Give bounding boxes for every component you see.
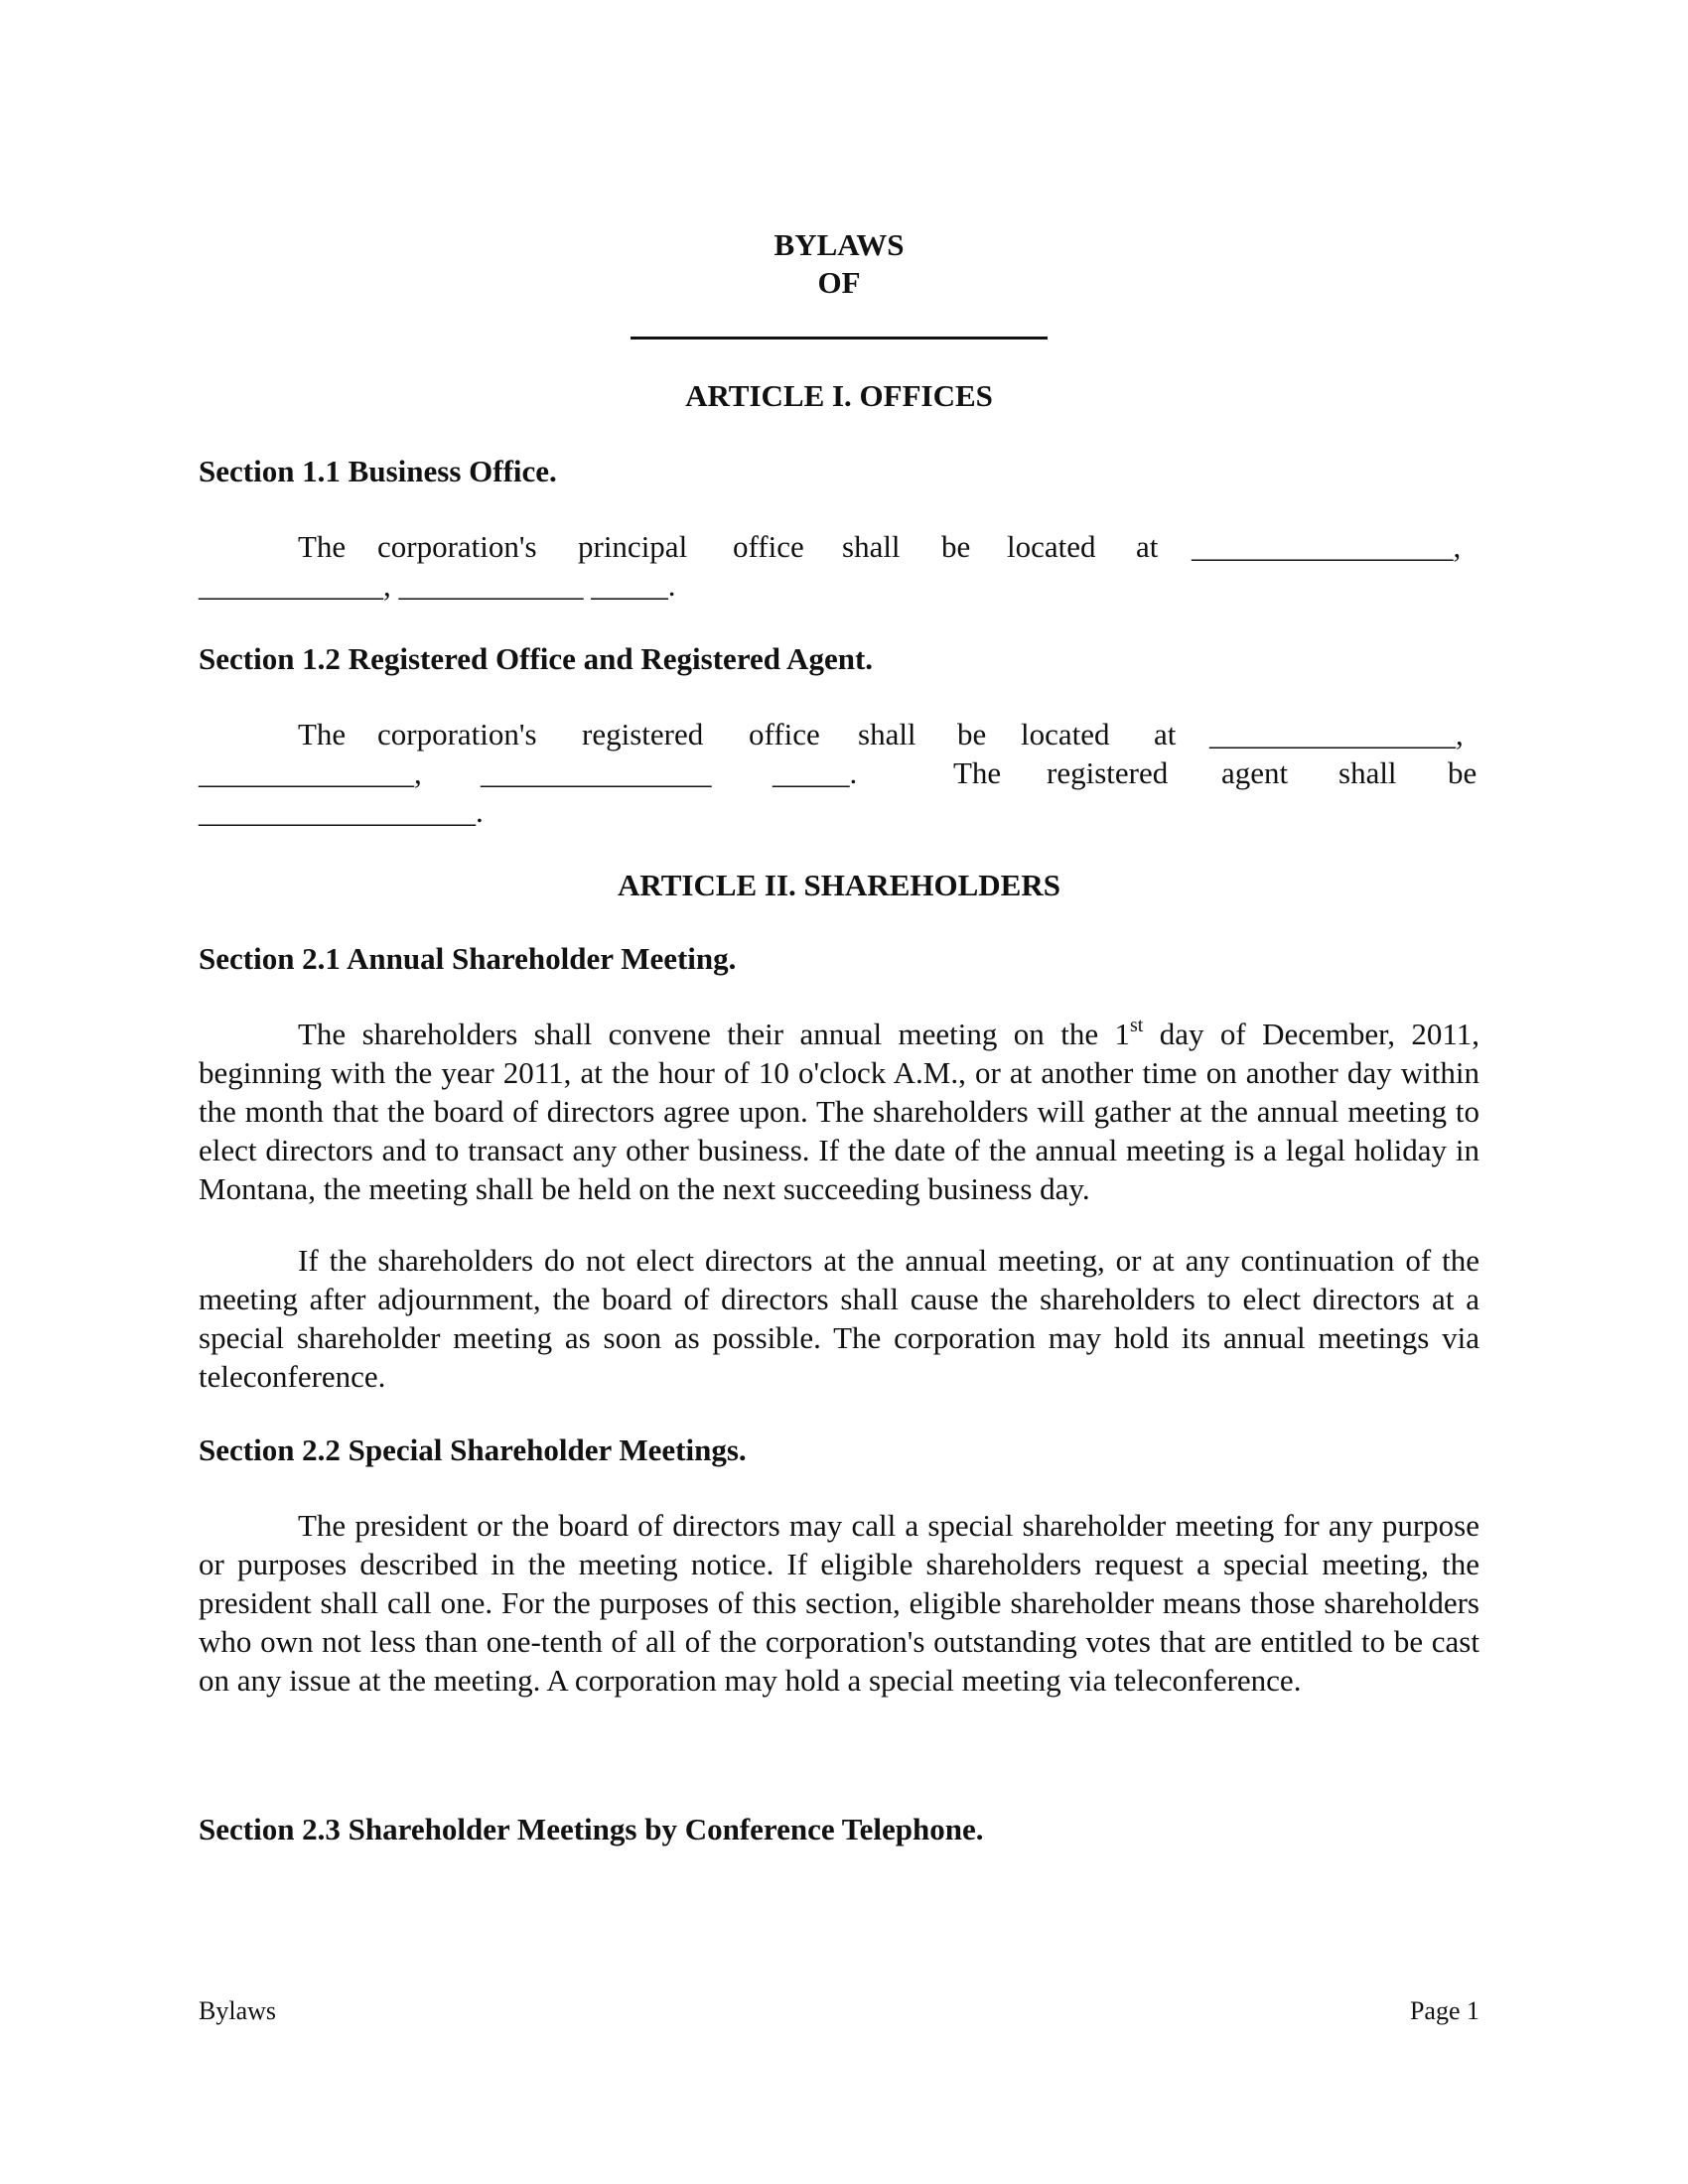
word: shall (1338, 755, 1397, 790)
document-title (199, 226, 1479, 302)
address-blank: _____. (773, 755, 858, 790)
word: be (957, 717, 987, 751)
word: located (1007, 529, 1096, 564)
document-body (199, 226, 1479, 1848)
footer-page-number: Page 1 (1409, 1996, 1479, 2025)
article-1-heading: ARTICLE I. OFFICES (685, 378, 993, 413)
footer-document-name: Bylaws (199, 1996, 276, 2025)
word: be (1448, 755, 1477, 790)
section-2-1-paragraph-1 (199, 1015, 1479, 1208)
word: agent (1221, 755, 1289, 790)
paragraph-text: The shareholders shall convene their annual meeting on the 1 (298, 1017, 1130, 1051)
word: registered (1047, 755, 1169, 790)
section-2-3-heading: Section 2.3 Shareholder Meetings by Conference Telephone. (199, 1812, 984, 1846)
section-2-2-paragraph-1: The president or the board of directors may call a special shareholder meeting for any purpose or purposes described in the meeting notice. If eligible shareholders request a special meeting, the president shall call one. For the purposes of this section, eligible shareholder means those shareholders who own not less than one-tenth of all of the corporation's outstanding votes that are entitled to be cast on any issue at the meeting. A corporation may hold a special meeting via teleconference. (199, 1508, 1479, 1698)
word: registered (582, 717, 704, 751)
word: be (941, 529, 971, 564)
address-blank: ____________, ____________ _____. (199, 568, 676, 603)
paragraph-text: day of December, 2011, beginning with the year 2011, at the hour of 10 o'clock A.M., or at another time on another day within the month that the board of directors agree upon. The shareholders will gather at the annual meeting to elect directors and to transact any other business. If the date of the annual meeting is a legal holiday in Montana, the meeting shall be held on the next succeeding business day. (199, 1017, 1479, 1206)
section-2-1-paragraph-2: If the shareholders do not elect directors at the annual meeting, or at any continuation of the meeting after adjournment, the board of directors shall cause the shareholders to elect directors at a special shareholder meeting as soon as possible. The corporation may hold its annual meetings via teleconference. (199, 1243, 1479, 1394)
section-2-2-heading: Section 2.2 Special Shareholder Meetings. (199, 1433, 747, 1467)
word: located (1021, 717, 1110, 751)
word: at (1136, 529, 1159, 564)
section-1-2-line-3 (199, 792, 1479, 831)
word: The (298, 717, 347, 751)
section-1-1-line-2 (199, 566, 1479, 605)
word: corporation's (377, 717, 537, 751)
company-name-blank (631, 337, 1048, 340)
agent-blank: __________________. (199, 794, 484, 829)
title-line-2: OF (817, 265, 861, 300)
word: shall (858, 717, 916, 751)
address-blank: _______________ (481, 755, 712, 790)
word: The (298, 529, 347, 564)
word: The (953, 755, 1002, 790)
word: office (733, 529, 804, 564)
section-1-1-body (199, 527, 1479, 605)
article-2-heading: ARTICLE II. SHAREHOLDERS (618, 868, 1060, 902)
ordinal-suffix: st (1129, 1014, 1144, 1036)
word: office (749, 717, 820, 751)
section-1-2-heading: Section 1.2 Registered Office and Registered Agent. (199, 641, 874, 676)
address-blank: ________________, (1209, 717, 1464, 751)
section-1-2-body (199, 715, 1479, 831)
section-1-1-line-1 (199, 527, 1479, 566)
section-1-2-line-2 (199, 753, 1479, 792)
word: at (1154, 717, 1177, 751)
word: corporation's (377, 529, 537, 564)
word: principal (578, 529, 688, 564)
address-blank: ______________, (199, 755, 422, 790)
word: shall (842, 529, 901, 564)
section-1-1-heading: Section 1.1 Business Office. (199, 454, 557, 488)
section-2-1-heading: Section 2.1 Annual Shareholder Meeting. (199, 941, 737, 976)
title-line-1: BYLAWS (774, 227, 905, 262)
address-blank: _________________, (1192, 529, 1462, 564)
section-1-2-line-1 (199, 715, 1479, 753)
